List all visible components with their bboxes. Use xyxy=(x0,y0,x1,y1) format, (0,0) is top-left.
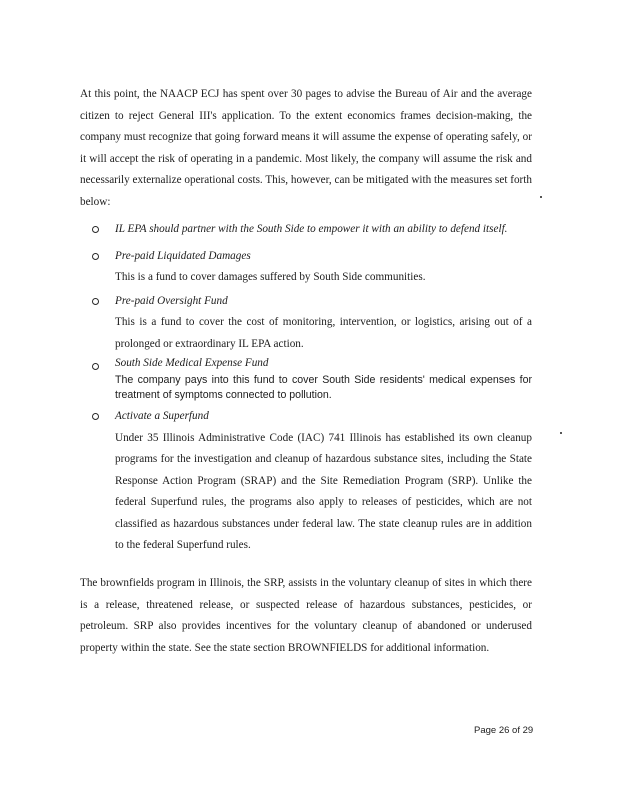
bullet-icon xyxy=(92,298,99,305)
list-item-body: The company pays into this fund to cover South Side residents' medical expenses for treatment of symptoms connected to pollution. xyxy=(115,374,532,401)
bullet-icon xyxy=(92,226,99,233)
list-item-heading: Activate a Superfund xyxy=(115,410,209,422)
bullet-icon xyxy=(92,363,99,370)
list-item xyxy=(80,291,532,356)
list-item-body: This is a fund to cover the cost of monitoring, intervention, or logistics, arising out of a prolonged or extraordinary IL EPA action. xyxy=(115,316,532,350)
intro-paragraph: At this point, the NAACP ECJ has spent over 30 pages to advise the Bureau of Air and the average citizen to reject General III's application. To the extent economics frames decision-making, the company must recognize that going forward means it will assume the expense of operating safely, or it will accept the risk of operating in a pandemic. Most likely, the company will assume the risk and necessarily externalize operational costs. This, however, can be mitigated with the measures set forth below: xyxy=(80,88,532,208)
list-item xyxy=(80,356,532,403)
bullet-icon xyxy=(92,253,99,260)
list-item xyxy=(80,246,532,289)
scan-speck xyxy=(560,432,562,434)
brownfields-paragraph: The brownfields program in Illinois, the SRP, assists in the voluntary cleanup of sites in which there is a release, threatened release, or suspected release of hazardous substances, pesticides, or petroleum. SRP also provides incentives for the voluntary cleanup of abandoned or underused property within the state. See the state section BROWNFIELDS for additional information. xyxy=(80,577,532,654)
list-item-heading: Pre-paid Oversight Fund xyxy=(115,294,228,307)
list-item-body: This is a fund to cover damages suffered by South Side communities. xyxy=(115,271,426,283)
list-item-heading: Pre-paid Liquidated Damages xyxy=(115,249,251,262)
list-item-heading: IL EPA should partner with the South Side to empower it with an ability to defend itself. xyxy=(115,223,508,235)
list-item xyxy=(80,406,532,557)
measures-list xyxy=(80,219,532,557)
bullet-icon xyxy=(92,413,99,420)
list-item xyxy=(80,219,532,241)
page-number: Page 26 of 29 xyxy=(474,725,534,736)
list-item-body: Under 35 Illinois Administrative Code (IAC) 741 Illinois has established its own cleanup programs for the investigation and cleanup of hazardous substance sites, including the State Response Action Program (SRAP) and the Site Remediation Program (SRP). Unlike the federal Superfund rules, the programs also apply to releases of pesticides, which are not classified as hazardous substances under federal law. The state cleanup rules are in addition to the federal Superfund rules. xyxy=(115,431,532,551)
scan-speck xyxy=(540,196,542,198)
list-item-heading: South Side Medical Expense Fund xyxy=(115,357,269,369)
